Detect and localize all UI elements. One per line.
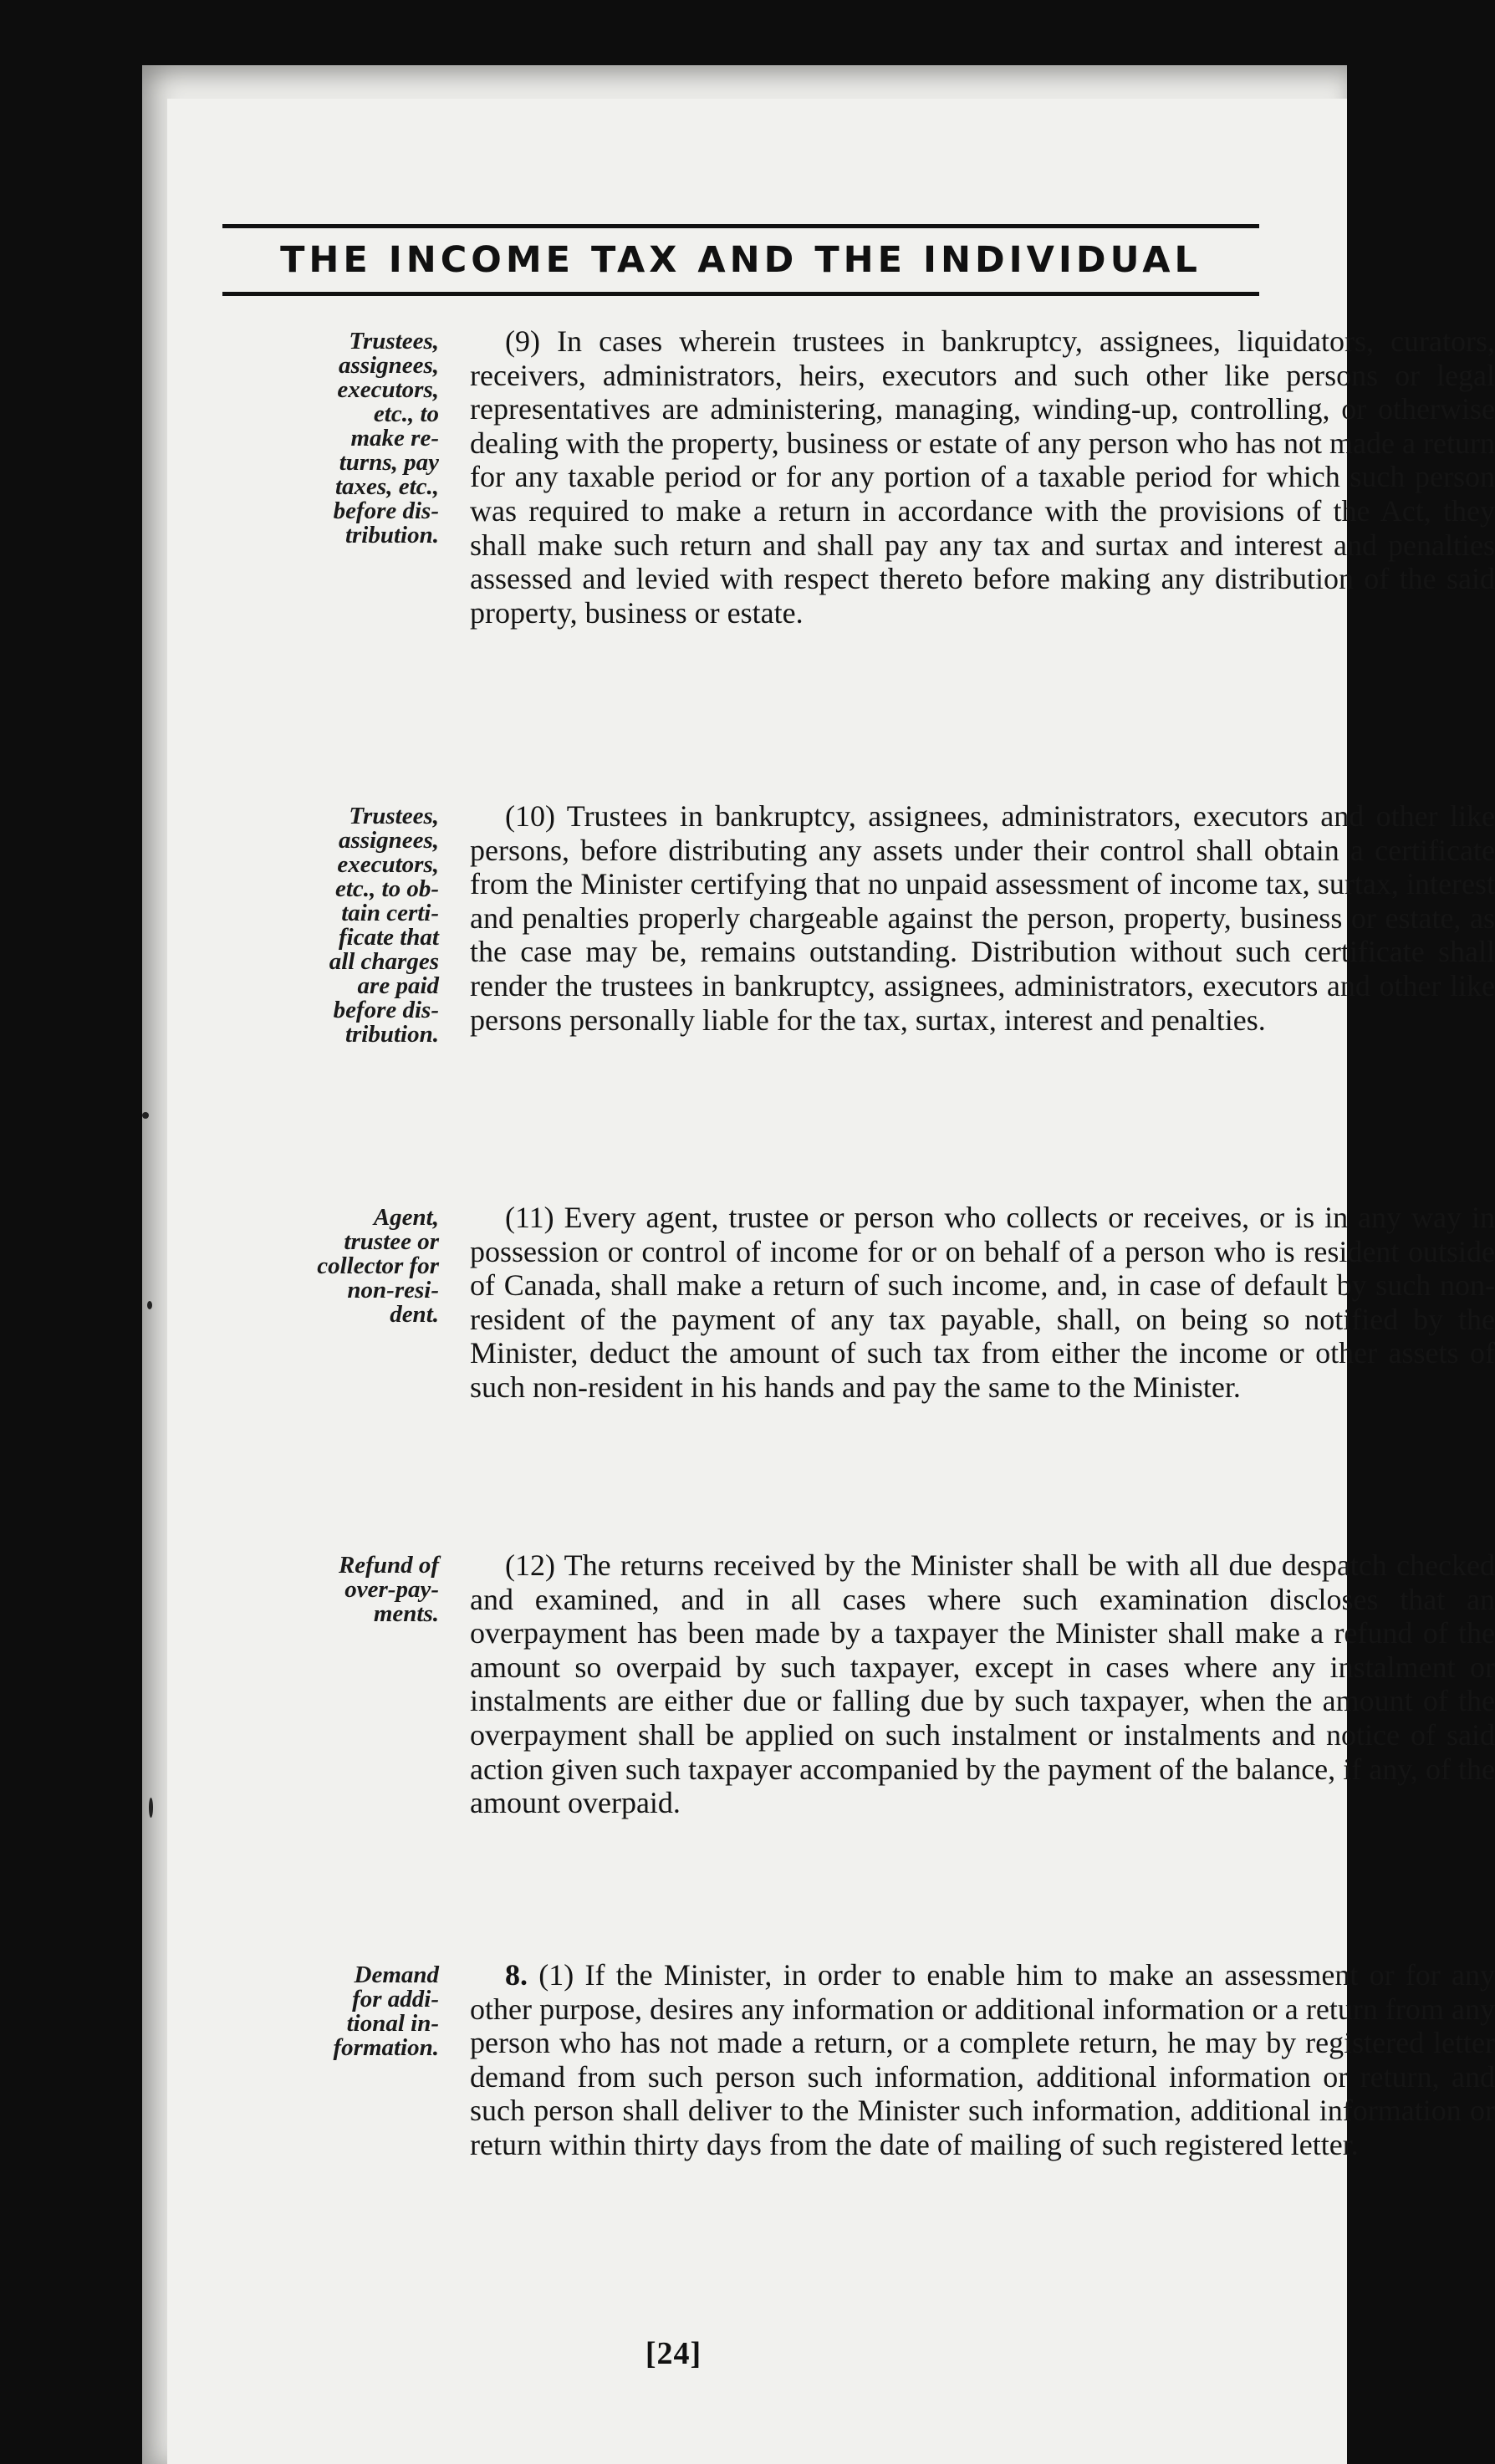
paragraph-text: In cases wherein trustees in bankruptcy, assignees, liquidators, curators, receivers, administrators, heirs, executors and such other like persons or legal representatives are administering, managing, winding-up, controlling, or otherwise dealing with the property, business or estate of any person who has not made a return for any taxable period or for any portion of a taxable period for which such person was required to make a return in accordance with the provisions of the Act, they shall make such return and shall pay any tax and surtax and interest and penalties assessed and levied with respect thereto before making any distribution of the said property, business or estate. (470, 324, 1495, 630)
paragraph-number: (10) (505, 799, 555, 833)
running-header (222, 224, 1259, 296)
page-number: [24] (645, 2336, 702, 2371)
paragraph (470, 1958, 1495, 2162)
paragraph-number: (12) (505, 1548, 555, 1582)
paragraph-number: (1) (538, 1958, 574, 1992)
paragraph (470, 324, 1495, 630)
paragraph (470, 1548, 1495, 1820)
margin-note: Agent, trustee or collector for non-resi- dent. (317, 1204, 439, 1328)
scan-speck (147, 1301, 152, 1309)
paragraph (470, 1201, 1495, 1405)
margin-note: Demand for addi- tional in- formation. (333, 1962, 439, 2061)
scan-speck (149, 1798, 153, 1818)
margin-note: Trustees, assignees, executors, etc., to make re- turns, pay taxes, etc., before dis- tribution. (333, 328, 439, 548)
margin-note: Trustees, assignees, executors, etc., to ob- tain certi- ficate that all charges are paid before dis- tribution. (329, 803, 439, 1048)
scan-speck (142, 1112, 149, 1119)
section-number: 8. (505, 1958, 528, 1992)
paragraph-text: If the Minister, in order to enable him to make an assessment or for any other purpose, desires any information or additional information or a return from any person who has not made a return, or a complete return, he may by registered letter demand from such person such information, additional information or return, and such person shall deliver to the Minister such information, additional information or return within thirty days from the date of mailing of such registered letter. (470, 1958, 1495, 2161)
paragraph-number: (11) (505, 1201, 554, 1234)
paragraph (470, 799, 1495, 1037)
page-title: THE INCOME TAX AND THE INDIVIDUAL (280, 239, 1202, 281)
paragraph-text: Trustees in bankruptcy, assignees, administrators, executors and other like persons, before distributing any assets under their control shall obtain a certificate from the Minister certifying that no unpaid assessment of income tax, surtax, interest and penalties properly chargeable against the person, property, business or estate, as the case may be, remains outstanding. Distribution without such certificate shall render the trustees in bankruptcy, assignees, administrators, executors and other like persons personally liable for the tax, surtax, interest and penalties. (470, 799, 1495, 1037)
paragraph-number: (9) (505, 324, 540, 358)
paragraph-text: The returns received by the Minister shall be with all due despatch checked and examined, and in all cases where such examination discloses that an overpayment has been made by a taxpayer the Minister shall make a refund of the amount so overpaid by such taxpayer, except in cases where any instalment or instalments are either due or falling due by such taxpayer, when the amount of the overpayment shall be applied on such instalment or instalments and notice of said action given such taxpayer accompanied by the payment of the balance, if any, of the amount overpaid. (470, 1548, 1495, 1820)
margin-note: Refund of over-pay- ments. (338, 1552, 439, 1627)
paragraph-text: Every agent, trustee or person who collects or receives, or is in any way in possession or control of income for or on behalf of a person who is resident outside of Canada, shall make a return of such income, and, in case of default by such non-resident of the payment of any tax payable, shall, on being so notified by the Minister, deduct the amount of such tax from either the income or other assets of such non-resident in his hands and pay the same to the Minister. (470, 1201, 1495, 1404)
